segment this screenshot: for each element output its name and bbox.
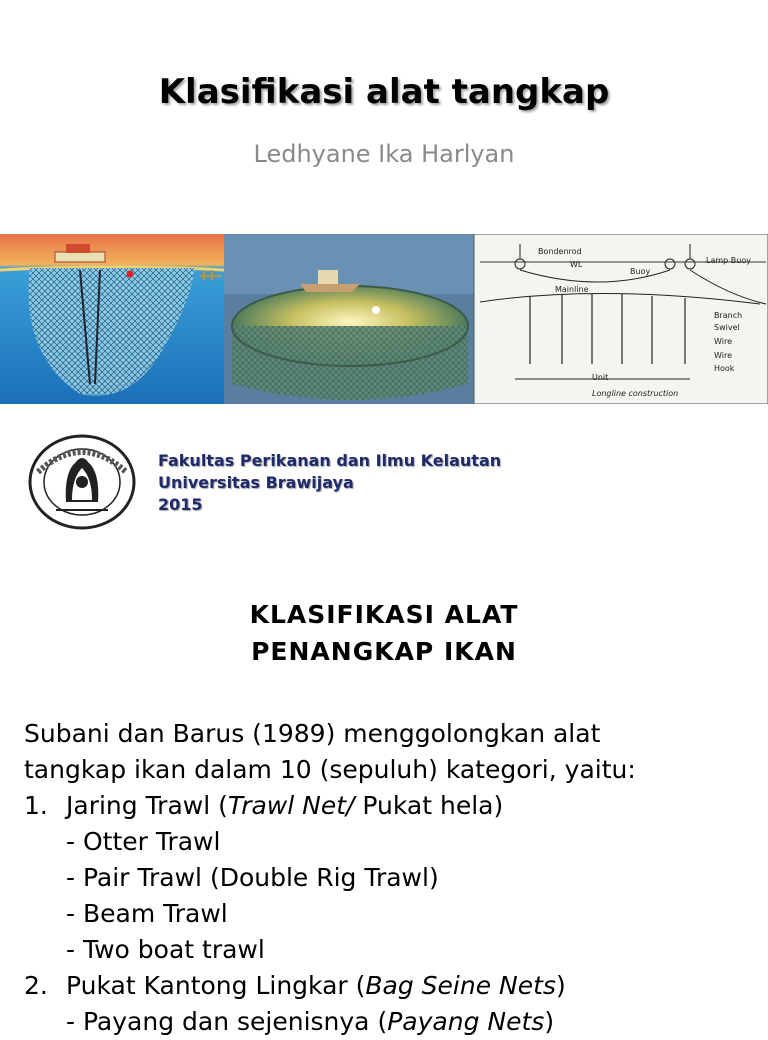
university-seal-icon	[26, 432, 138, 532]
item-2-italic: Bag Seine Nets	[365, 971, 556, 1000]
sub-item: - Two boat trawl	[66, 935, 265, 964]
intro-line-1: Subani dan Barus (1989) menggolongkan alat	[24, 719, 601, 748]
label-unit: Unit	[592, 373, 609, 382]
faculty-info	[158, 450, 501, 516]
label-mainline: Mainline	[555, 285, 589, 294]
label-lamp-buoy: Lamp Buoy	[706, 256, 751, 265]
label-branch: Branch	[714, 311, 743, 320]
purse-seine-illustration	[0, 234, 224, 404]
heading-line-2: PENANGKAP IKAN	[251, 637, 517, 666]
payang-italic: Payang Nets	[387, 1007, 545, 1036]
lift-net-photo	[224, 234, 474, 404]
label-buoy: Buoy	[630, 267, 651, 276]
label-wire-1: Wire	[714, 337, 732, 346]
slide-title: Klasifikasi alat tangkap	[158, 72, 610, 112]
intro-line-2: tangkap ikan dalam 10 (sepuluh) kategori, yaitu:	[24, 755, 636, 784]
item-2-text-end: )	[555, 971, 566, 1000]
longline-diagram	[474, 234, 768, 404]
sub-item-payang	[24, 1004, 764, 1040]
body-text	[24, 716, 764, 1040]
sub-item: - Beam Trawl	[66, 899, 228, 928]
label-swivel: Swivel	[714, 323, 740, 332]
item-2-text: Pukat Kantong Lingkar (	[66, 971, 366, 1000]
list-number-2: 2.	[24, 971, 48, 1000]
payang-text: - Payang dan sejenisnya (	[66, 1007, 388, 1036]
heading-line-1: KLASIFIKASI ALAT	[249, 600, 519, 629]
section-heading	[0, 596, 768, 670]
label-hook: Hook	[714, 364, 735, 373]
label-wl: WL	[570, 260, 583, 269]
label-bondenrod: Bondenrod	[538, 247, 582, 256]
label-caption: Longline construction	[592, 389, 679, 398]
list-item-2	[24, 968, 764, 1004]
banner-graphic	[0, 234, 768, 404]
item-1-text-end: Pukat hela)	[354, 791, 504, 820]
label-wire-2: Wire	[714, 351, 732, 360]
payang-text-end: )	[544, 1007, 555, 1036]
sub-item: - Pair Trawl (Double Rig Trawl)	[66, 863, 439, 892]
illustration-banner	[0, 234, 768, 404]
sub-item: - Otter Trawl	[66, 827, 221, 856]
year: 2015	[158, 495, 203, 514]
author-name: Ledhyane Ika Harlyan	[253, 140, 515, 168]
university-name: Universitas Brawijaya	[158, 473, 354, 492]
university-logo	[26, 432, 138, 532]
item-1-italic: Trawl Net/	[227, 791, 355, 820]
item-1-text: Jaring Trawl (	[66, 791, 228, 820]
list-item-1	[24, 788, 764, 824]
faculty-name: Fakultas Perikanan dan Ilmu Kelautan	[158, 451, 502, 470]
list-number-1: 1.	[24, 791, 48, 820]
